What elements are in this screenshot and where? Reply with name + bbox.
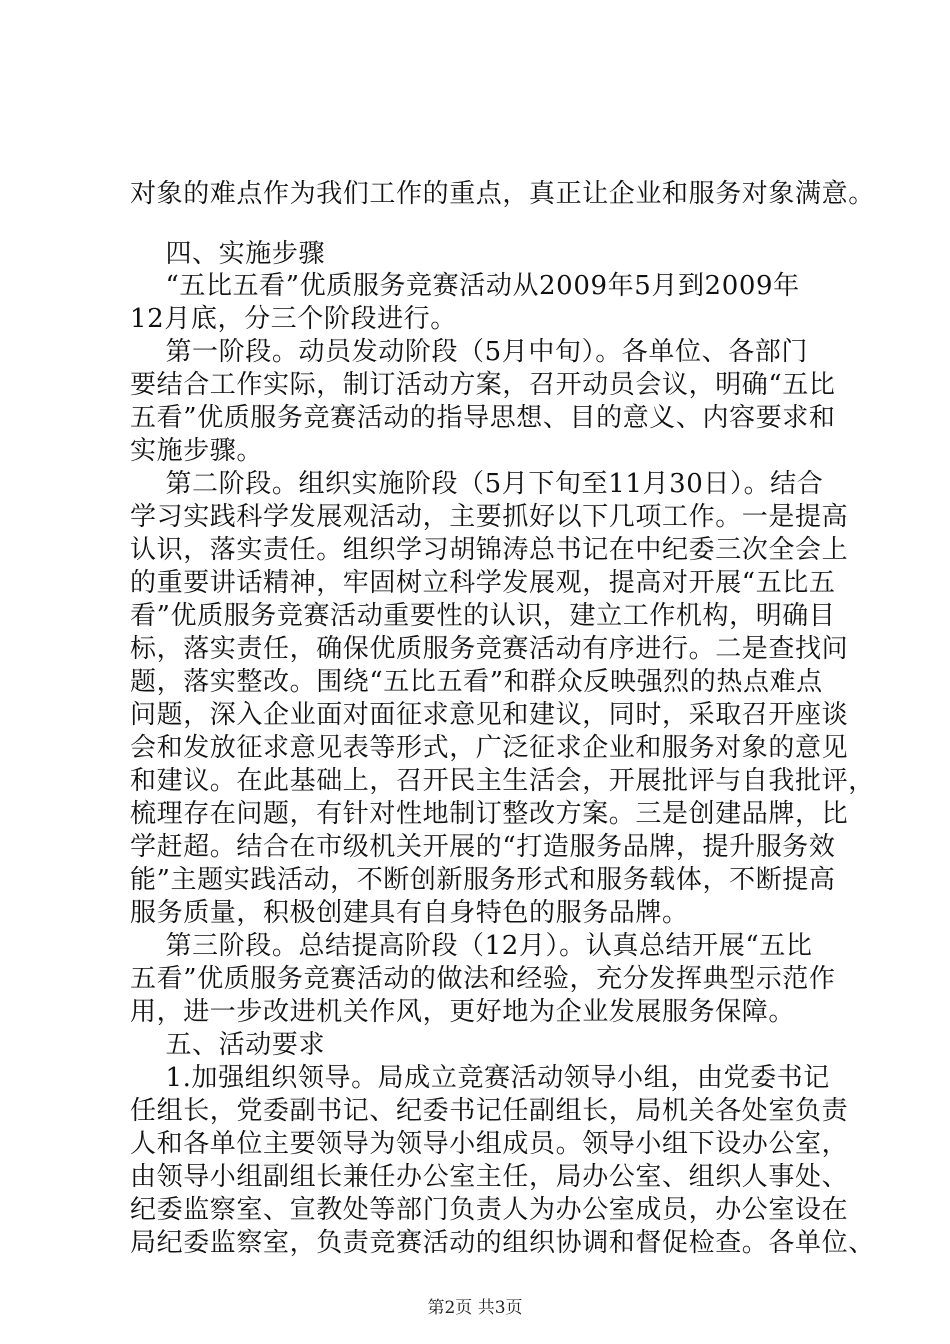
text-line: 第三阶段。总结提高阶段（12月）。认真总结开展“五比: [130, 931, 813, 961]
text-line: 学赶超。结合在市级机关开展的“打造服务品牌，提升服务效: [130, 832, 836, 862]
text-line: 第二阶段。组织实施阶段（5月下旬至11月30日）。结合: [130, 469, 824, 499]
section-heading: 四、实施步骤: [130, 239, 326, 269]
text-line: 能”主题实践活动，不断创新服务形式和服务载体，不断提高: [130, 865, 836, 895]
text-line: 局纪委监察室，负责竞赛活动的组织协调和督促检查。各单位、: [130, 1228, 875, 1258]
text-line: 要结合工作实际，制订活动方案，召开动员会议，明确“五比: [130, 370, 836, 400]
text-line: 实施步骤。: [130, 436, 264, 466]
text-line: 问题，深入企业面对面征求意见和建议，同时，采取召开座谈: [130, 700, 849, 730]
text-line: 学习实践科学发展观活动，主要抓好以下几项工作。一是提高: [130, 502, 849, 532]
text-line: 人和各单位主要领导为领导小组成员。领导小组下设办公室，: [130, 1129, 849, 1159]
text-line: 认识，落实责任。组织学习胡锦涛总书记在中纪委三次全会上: [130, 535, 849, 565]
text-line: 梳理存在问题，有针对性地制订整改方案。三是创建品牌，比: [130, 799, 849, 829]
text-line: 1.加强组织领导。局成立竞赛活动领导小组，由党委书记: [130, 1063, 830, 1093]
text-line: 会和发放征求意见表等形式，广泛征求企业和服务对象的意见: [130, 733, 849, 763]
text-line: 服务质量，积极创建具有自身特色的服务品牌。: [130, 898, 689, 928]
text-line: 五看”优质服务竞赛活动的做法和经验，充分发挥典型示范作: [130, 964, 836, 994]
text-line: 12月底，分三个阶段进行。: [130, 304, 457, 334]
text-line: 第一阶段。动员发动阶段（5月中旬）。各单位、各部门: [130, 337, 809, 367]
text-line: 和建议。在此基础上，召开民主生活会，开展批评与自我批评，: [130, 766, 875, 796]
text-line: 标，落实责任，确保优质服务竞赛活动有序进行。二是查找问: [130, 634, 849, 664]
text-line: “五比五看”优质服务竞赛活动从2009年5月到2009年: [130, 271, 800, 301]
text-line: 五看”优质服务竞赛活动的指导思想、目的意义、内容要求和: [130, 403, 836, 433]
text-line: 对象的难点作为我们工作的重点，真正让企业和服务对象满意。: [130, 179, 875, 209]
text-line: 题，落实整改。围绕“五比五看”和群众反映强烈的热点难点: [130, 667, 823, 697]
text-line: 用，进一步改进机关作风，更好地为企业发展服务保障。: [130, 997, 796, 1027]
text-line: 看”优质服务竞赛活动重要性的认识，建立工作机构，明确目: [130, 601, 836, 631]
text-line: 由领导小组副组长兼任办公室主任，局办公室、组织人事处、: [130, 1162, 849, 1192]
text-line: 的重要讲话精神，牢固树立科学发展观，提高对开展“五比五: [130, 568, 836, 598]
page-number-footer: 第2页 共3页: [427, 1298, 523, 1318]
text-line: 纪委监察室、宣教处等部门负责人为办公室成员，办公室设在: [130, 1195, 849, 1225]
text-line: 任组长，党委副书记、纪委书记任副组长，局机关各处室负责: [130, 1096, 849, 1126]
section-heading: 五、活动要求: [130, 1030, 326, 1060]
